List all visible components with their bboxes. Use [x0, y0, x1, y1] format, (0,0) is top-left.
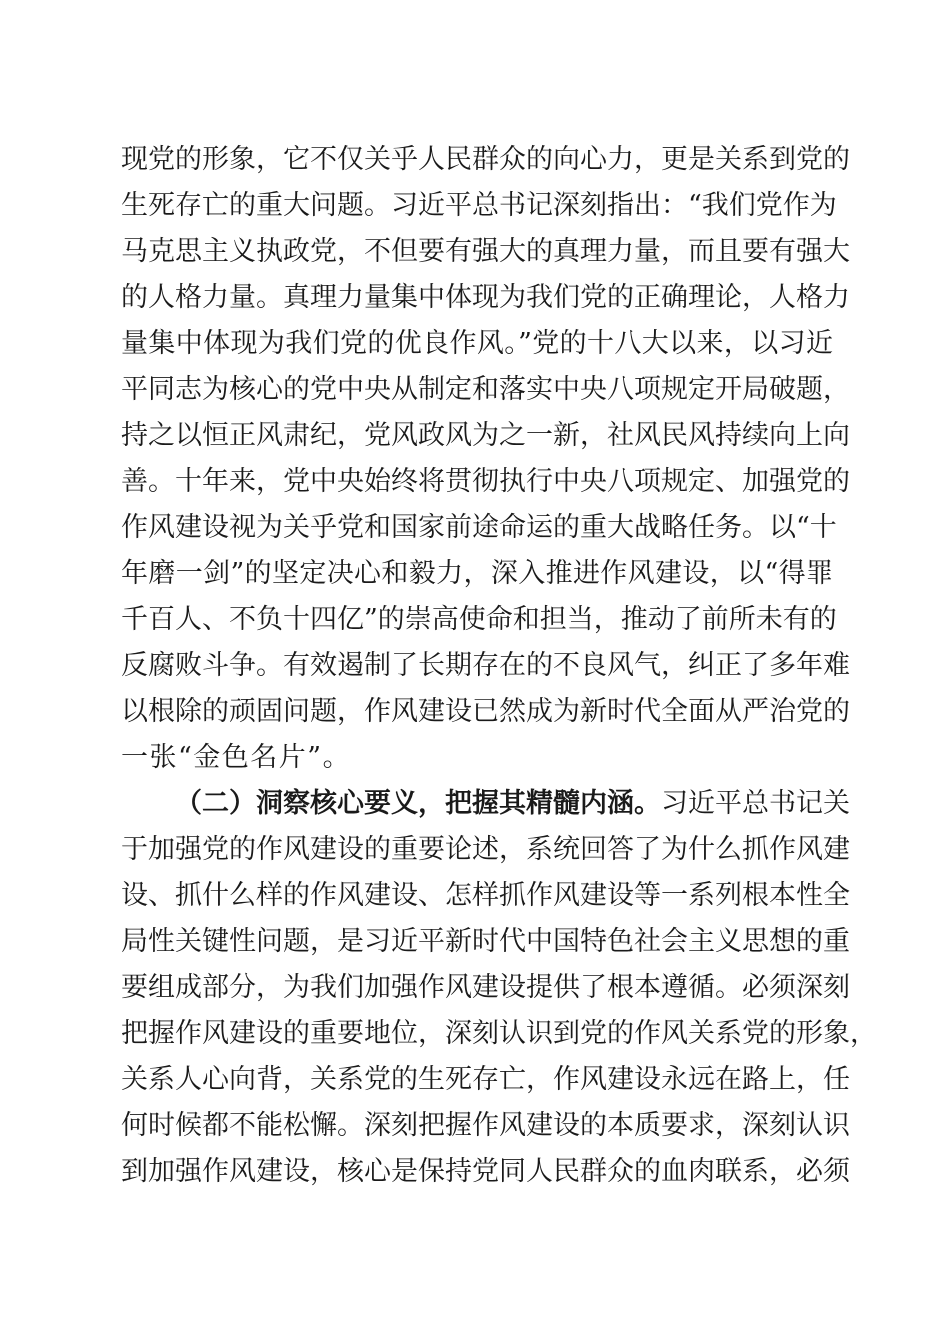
paragraph-line: 到加强作风建设，核心是保持党同人民群众的血肉联系，必须 — [121, 1156, 850, 1187]
paragraph-line: 持之以恒正风肃纪，党风政风为之一新，社风民风持续向上向 — [121, 420, 850, 451]
paragraph-line: 以根除的顽固问题，作风建设已然成为新时代全面从严治党的 — [121, 696, 850, 727]
section-heading-continuation: 习近平总书记关 — [661, 788, 850, 819]
section-heading-line — [175, 782, 850, 826]
paragraph-line: 的人格力量。真理力量集中体现为我们党的正确理论，人格力 — [121, 282, 850, 313]
paragraph-line: 反腐败斗争。有效遏制了长期存在的不良风气，纠正了多年难 — [121, 650, 850, 681]
paragraph-line: 善。十年来，党中央始终将贯彻执行中央八项规定、加强党的 — [121, 466, 850, 497]
paragraph-line: 量集中体现为我们党的优良作风。”党的十八大以来，以习近 — [121, 328, 833, 359]
paragraph-line: 要组成部分，为我们加强作风建设提供了根本遵循。必须深刻 — [121, 972, 850, 1003]
paragraph-line: 作风建设视为关乎党和国家前途命运的重大战略任务。以“十 — [121, 512, 837, 543]
paragraph-line: 把握作风建设的重要地位，深刻认识到党的作风关系党的形象， — [121, 1018, 877, 1049]
paragraph-line: 马克思主义执政党，不但要有强大的真理力量，而且要有强大 — [121, 236, 850, 267]
paragraph-line: 一张“金色名片”。 — [121, 742, 352, 773]
paragraph-line: 千百人、不负十四亿”的崇高使命和担当，推动了前所未有的 — [121, 604, 837, 635]
paragraph-line: 关系人心向背，关系党的生死存亡，作风建设永远在路上，任 — [121, 1064, 850, 1095]
paragraph-line: 平同志为核心的党中央从制定和落实中央八项规定开局破题， — [121, 374, 850, 405]
paragraph-line: 何时候都不能松懈。深刻把握作风建设的本质要求，深刻认识 — [121, 1110, 850, 1141]
section-heading: （二）洞察核心要义，把握其精髓内涵。 — [175, 788, 661, 819]
paragraph-line: 现党的形象，它不仅关乎人民群众的向心力，更是关系到党的 — [121, 144, 850, 175]
paragraph-line: 设、抓什么样的作风建设、怎样抓作风建设等一系列根本性全 — [121, 880, 850, 911]
paragraph-line: 于加强党的作风建设的重要论述，系统回答了为什么抓作风建 — [121, 834, 850, 865]
paragraph-line: 生死存亡的重大问题。习近平总书记深刻指出：“我们党作为 — [121, 190, 837, 221]
paragraph-line: 年磨一剑”的坚定决心和毅力，深入推进作风建设，以“得罪 — [121, 558, 833, 589]
paragraph-line: 局性关键性问题，是习近平新时代中国特色社会主义思想的重 — [121, 926, 850, 957]
